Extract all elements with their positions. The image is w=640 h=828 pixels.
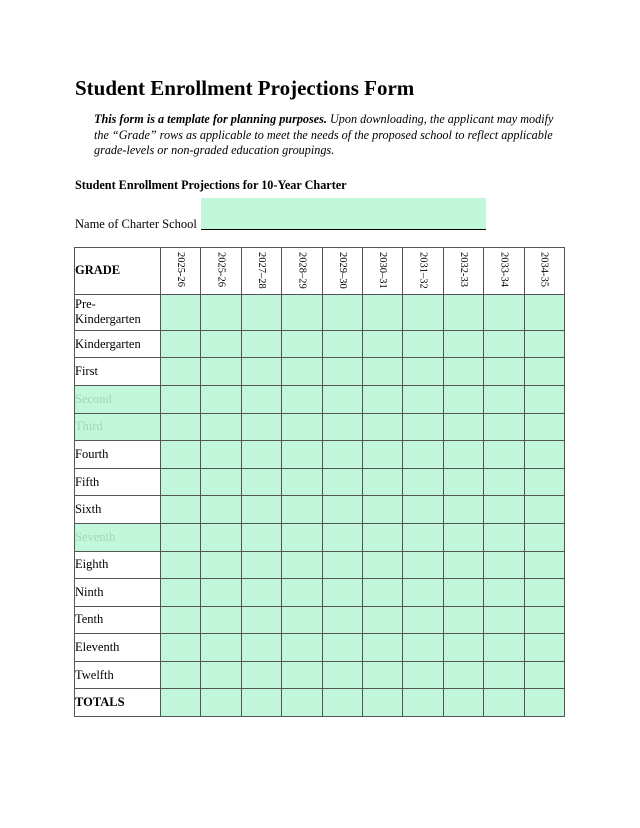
grade-enrollment-cell[interactable]: [161, 606, 201, 634]
table-row: [75, 661, 565, 689]
grade-enrollment-cell[interactable]: [403, 551, 443, 579]
totals-row: [75, 689, 565, 717]
grade-label: Twelfth: [75, 661, 161, 689]
intro-paragraph: [94, 112, 564, 159]
grade-label: Third: [75, 413, 161, 441]
grade-enrollment-cell[interactable]: [443, 496, 483, 524]
grade-enrollment-cell[interactable]: [484, 385, 524, 413]
grade-enrollment-cell[interactable]: [524, 358, 564, 386]
grade-enrollment-cell[interactable]: [484, 606, 524, 634]
grade-enrollment-cell[interactable]: [524, 468, 564, 496]
grade-enrollment-cell[interactable]: [282, 294, 322, 330]
page-title: Student Enrollment Projections Form: [75, 76, 415, 100]
grade-enrollment-cell[interactable]: [443, 441, 483, 469]
grade-enrollment-cell[interactable]: [484, 413, 524, 441]
grade-enrollment-cell[interactable]: [282, 385, 322, 413]
grade-enrollment-cell[interactable]: [524, 441, 564, 469]
grade-enrollment-cell[interactable]: [241, 330, 281, 358]
grade-enrollment-cell[interactable]: [362, 330, 402, 358]
grade-label: Pre-Kindergarten: [75, 294, 161, 330]
year-label: 2033-34: [498, 252, 510, 287]
grade-enrollment-cell[interactable]: [241, 441, 281, 469]
year-column-header: [241, 248, 281, 295]
grade-enrollment-cell[interactable]: [484, 358, 524, 386]
grade-enrollment-cell[interactable]: [161, 523, 201, 551]
grade-enrollment-cell[interactable]: [282, 634, 322, 662]
grade-enrollment-cell[interactable]: [241, 551, 281, 579]
grade-label: Kindergarten: [75, 330, 161, 358]
totals-enrollment-cell[interactable]: [241, 689, 281, 717]
grade-enrollment-cell[interactable]: [322, 634, 362, 662]
grade-enrollment-cell[interactable]: [403, 606, 443, 634]
grade-label: Sixth: [75, 496, 161, 524]
table-row: [75, 358, 565, 386]
grade-enrollment-cell[interactable]: [484, 468, 524, 496]
grade-enrollment-cell[interactable]: [161, 413, 201, 441]
grade-enrollment-cell[interactable]: [161, 661, 201, 689]
year-label: 2032-33: [457, 252, 469, 287]
grade-enrollment-cell[interactable]: [443, 551, 483, 579]
totals-enrollment-cell[interactable]: [362, 689, 402, 717]
grade-enrollment-cell[interactable]: [201, 523, 241, 551]
grade-enrollment-cell[interactable]: [443, 634, 483, 662]
grade-enrollment-cell[interactable]: [484, 634, 524, 662]
totals-enrollment-cell[interactable]: [524, 689, 564, 717]
totals-enrollment-cell[interactable]: [443, 689, 483, 717]
grade-enrollment-cell[interactable]: [322, 358, 362, 386]
grade-enrollment-cell[interactable]: [201, 496, 241, 524]
grade-enrollment-cell[interactable]: [443, 330, 483, 358]
grade-enrollment-cell[interactable]: [241, 606, 281, 634]
grade-enrollment-cell[interactable]: [403, 523, 443, 551]
grade-enrollment-cell[interactable]: [403, 413, 443, 441]
table-row: [75, 496, 565, 524]
grade-enrollment-cell[interactable]: [201, 606, 241, 634]
grade-enrollment-cell[interactable]: [201, 551, 241, 579]
grade-enrollment-cell[interactable]: [524, 385, 564, 413]
year-column-header: [322, 248, 362, 295]
grade-label: Eleventh: [75, 634, 161, 662]
grade-enrollment-cell[interactable]: [241, 496, 281, 524]
grade-enrollment-cell[interactable]: [322, 523, 362, 551]
grade-enrollment-cell[interactable]: [322, 441, 362, 469]
grade-enrollment-cell[interactable]: [161, 358, 201, 386]
grade-enrollment-cell[interactable]: [443, 468, 483, 496]
grade-enrollment-cell[interactable]: [403, 330, 443, 358]
grade-enrollment-cell[interactable]: [362, 579, 402, 607]
grade-enrollment-cell[interactable]: [201, 634, 241, 662]
grade-enrollment-cell[interactable]: [524, 294, 564, 330]
grade-enrollment-cell[interactable]: [484, 496, 524, 524]
grade-enrollment-cell[interactable]: [443, 523, 483, 551]
grade-enrollment-cell[interactable]: [362, 606, 402, 634]
grade-enrollment-cell[interactable]: [282, 496, 322, 524]
year-label: 2025-26: [215, 252, 227, 287]
grade-enrollment-cell[interactable]: [484, 579, 524, 607]
grade-enrollment-cell[interactable]: [282, 661, 322, 689]
year-column-header: [484, 248, 524, 295]
grade-enrollment-cell[interactable]: [524, 413, 564, 441]
grade-enrollment-cell[interactable]: [201, 441, 241, 469]
year-label: 2027–28: [255, 252, 267, 289]
grade-enrollment-cell[interactable]: [403, 496, 443, 524]
totals-enrollment-cell[interactable]: [484, 689, 524, 717]
grade-enrollment-cell[interactable]: [403, 661, 443, 689]
grade-enrollment-cell[interactable]: [201, 468, 241, 496]
grade-enrollment-cell[interactable]: [443, 385, 483, 413]
year-column-header: [443, 248, 483, 295]
grade-enrollment-cell[interactable]: [403, 385, 443, 413]
grade-enrollment-cell[interactable]: [241, 468, 281, 496]
table-row: [75, 634, 565, 662]
grade-enrollment-cell[interactable]: [161, 294, 201, 330]
grade-label: First: [75, 358, 161, 386]
grade-enrollment-cell[interactable]: [282, 468, 322, 496]
grade-enrollment-cell[interactable]: [282, 523, 322, 551]
grade-enrollment-cell[interactable]: [443, 413, 483, 441]
year-label: 2031–32: [417, 252, 429, 289]
table-row: [75, 385, 565, 413]
table-row: [75, 606, 565, 634]
grade-enrollment-cell[interactable]: [362, 661, 402, 689]
totals-enrollment-cell[interactable]: [322, 689, 362, 717]
charter-school-name-label: Name of Charter School: [75, 217, 197, 231]
grade-enrollment-cell[interactable]: [484, 330, 524, 358]
grade-enrollment-cell[interactable]: [282, 441, 322, 469]
charter-school-name-field[interactable]: [201, 198, 486, 230]
totals-enrollment-cell[interactable]: [201, 689, 241, 717]
grade-enrollment-cell[interactable]: [362, 385, 402, 413]
grade-enrollment-cell[interactable]: [484, 551, 524, 579]
grade-enrollment-cell[interactable]: [443, 358, 483, 386]
grade-enrollment-cell[interactable]: [524, 661, 564, 689]
table-row: [75, 441, 565, 469]
grade-enrollment-cell[interactable]: [484, 661, 524, 689]
grade-enrollment-cell[interactable]: [362, 294, 402, 330]
table-row: [75, 330, 565, 358]
grade-enrollment-cell[interactable]: [362, 496, 402, 524]
grade-enrollment-cell[interactable]: [241, 579, 281, 607]
totals-enrollment-cell[interactable]: [403, 689, 443, 717]
grade-enrollment-cell[interactable]: [362, 358, 402, 386]
table-row: [75, 468, 565, 496]
grade-enrollment-cell[interactable]: [322, 661, 362, 689]
year-column-header: [282, 248, 322, 295]
grade-enrollment-cell[interactable]: [524, 523, 564, 551]
grade-enrollment-cell[interactable]: [443, 579, 483, 607]
grade-column-header: GRADE: [75, 248, 161, 295]
grade-enrollment-cell[interactable]: [322, 496, 362, 524]
grade-enrollment-cell[interactable]: [484, 294, 524, 330]
grade-label: Tenth: [75, 606, 161, 634]
grade-enrollment-cell[interactable]: [524, 606, 564, 634]
grade-enrollment-cell[interactable]: [443, 661, 483, 689]
grade-enrollment-cell[interactable]: [322, 606, 362, 634]
grade-enrollment-cell[interactable]: [282, 579, 322, 607]
grade-label: Fourth: [75, 441, 161, 469]
grade-enrollment-cell[interactable]: [282, 413, 322, 441]
grade-enrollment-cell[interactable]: [201, 330, 241, 358]
grade-enrollment-cell[interactable]: [201, 661, 241, 689]
grade-enrollment-cell[interactable]: [403, 358, 443, 386]
grade-enrollment-cell[interactable]: [161, 551, 201, 579]
grade-enrollment-cell[interactable]: [201, 579, 241, 607]
grade-enrollment-cell[interactable]: [322, 579, 362, 607]
grade-enrollment-cell[interactable]: [362, 523, 402, 551]
grade-label: Fifth: [75, 468, 161, 496]
grade-enrollment-cell[interactable]: [403, 468, 443, 496]
intro-text: Upon downloading, the applicant may modify the “Grade” rows as applicable to meet the needs of the proposed school to reflect applicable grade-levels or non-graded education groupings.: [94, 112, 554, 157]
table-row: [75, 551, 565, 579]
grade-enrollment-cell[interactable]: [322, 468, 362, 496]
grade-enrollment-cell[interactable]: [484, 441, 524, 469]
grade-enrollment-cell[interactable]: [241, 634, 281, 662]
grade-enrollment-cell[interactable]: [403, 579, 443, 607]
grade-enrollment-cell[interactable]: [362, 634, 402, 662]
grade-enrollment-cell[interactable]: [362, 413, 402, 441]
year-column-header: [524, 248, 564, 295]
grade-enrollment-cell[interactable]: [443, 606, 483, 634]
year-column-header: [403, 248, 443, 295]
grade-enrollment-cell[interactable]: [201, 358, 241, 386]
year-label: 2034-35: [538, 252, 550, 287]
totals-enrollment-cell[interactable]: [161, 689, 201, 717]
grade-enrollment-cell[interactable]: [161, 330, 201, 358]
totals-enrollment-cell[interactable]: [282, 689, 322, 717]
intro-bold-text: This form is a template for planning purposes.: [94, 112, 327, 126]
grade-enrollment-cell[interactable]: [403, 634, 443, 662]
year-column-header: [362, 248, 402, 295]
grade-enrollment-cell[interactable]: [241, 523, 281, 551]
grade-enrollment-cell[interactable]: [201, 294, 241, 330]
grade-enrollment-cell[interactable]: [161, 496, 201, 524]
grade-enrollment-cell[interactable]: [282, 358, 322, 386]
grade-enrollment-cell[interactable]: [362, 468, 402, 496]
table-header-row: [75, 248, 565, 295]
grade-enrollment-cell[interactable]: [241, 385, 281, 413]
grade-label: Ninth: [75, 579, 161, 607]
grade-enrollment-cell[interactable]: [322, 551, 362, 579]
grade-enrollment-cell[interactable]: [524, 496, 564, 524]
year-label: 2030–31: [377, 252, 389, 289]
grade-enrollment-cell[interactable]: [362, 551, 402, 579]
grade-enrollment-cell[interactable]: [282, 551, 322, 579]
grade-label: Seventh: [75, 523, 161, 551]
totals-label: TOTALS: [75, 689, 161, 717]
grade-enrollment-cell[interactable]: [524, 579, 564, 607]
grade-enrollment-cell[interactable]: [201, 385, 241, 413]
grade-enrollment-cell[interactable]: [322, 294, 362, 330]
table-row: [75, 294, 565, 330]
grade-enrollment-cell[interactable]: [161, 579, 201, 607]
table-row: [75, 523, 565, 551]
year-label: 2025-26: [175, 252, 187, 287]
table-row: [75, 413, 565, 441]
table-row: [75, 579, 565, 607]
section-subtitle: Student Enrollment Projections for 10-Year Charter: [75, 178, 347, 192]
year-label: 2029–30: [336, 252, 348, 289]
grade-enrollment-cell[interactable]: [524, 551, 564, 579]
grade-enrollment-cell[interactable]: [241, 358, 281, 386]
grade-enrollment-cell[interactable]: [161, 468, 201, 496]
grade-enrollment-cell[interactable]: [282, 606, 322, 634]
grade-enrollment-cell[interactable]: [161, 385, 201, 413]
grade-enrollment-cell[interactable]: [241, 413, 281, 441]
grade-enrollment-cell[interactable]: [322, 330, 362, 358]
grade-enrollment-cell[interactable]: [241, 294, 281, 330]
grade-enrollment-cell[interactable]: [282, 330, 322, 358]
year-column-header: [201, 248, 241, 295]
grade-enrollment-cell[interactable]: [241, 661, 281, 689]
grade-enrollment-cell[interactable]: [161, 441, 201, 469]
grade-enrollment-cell[interactable]: [403, 294, 443, 330]
grade-enrollment-cell[interactable]: [403, 441, 443, 469]
grade-enrollment-cell[interactable]: [322, 385, 362, 413]
grade-enrollment-cell[interactable]: [443, 294, 483, 330]
grade-enrollment-cell[interactable]: [524, 634, 564, 662]
year-label: 2028–29: [296, 252, 308, 289]
grade-enrollment-cell[interactable]: [524, 330, 564, 358]
year-column-header: [161, 248, 201, 295]
grade-label: Eighth: [75, 551, 161, 579]
grade-label: Second: [75, 385, 161, 413]
grade-enrollment-cell[interactable]: [484, 523, 524, 551]
grade-enrollment-cell[interactable]: [201, 413, 241, 441]
enrollment-table: [74, 247, 565, 717]
grade-enrollment-cell[interactable]: [362, 441, 402, 469]
grade-enrollment-cell[interactable]: [161, 634, 201, 662]
grade-enrollment-cell[interactable]: [322, 413, 362, 441]
